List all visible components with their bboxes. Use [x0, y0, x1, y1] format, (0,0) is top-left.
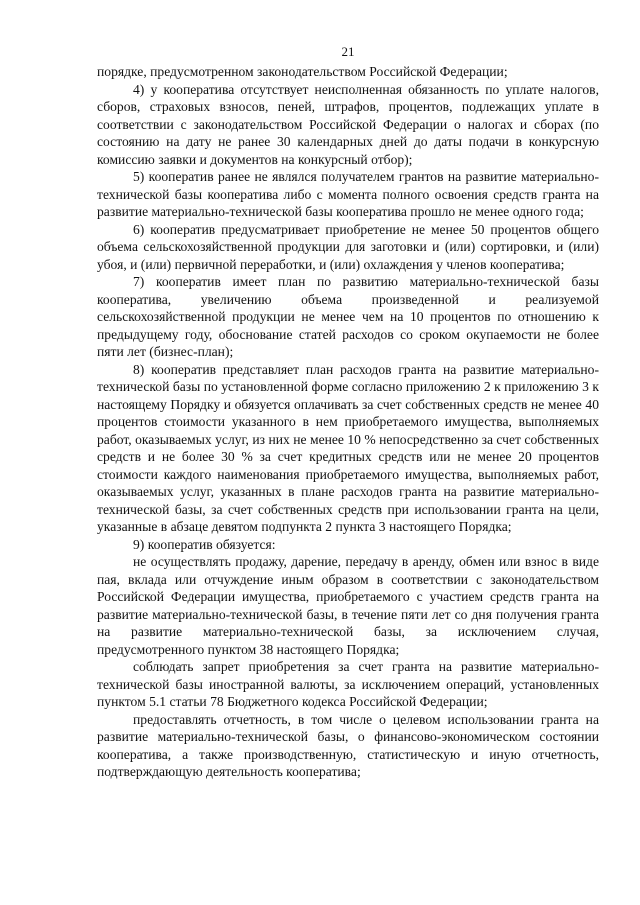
paragraph-item-8: 8) кооператив представляет план расходов гранта на развитие материально-технической базы по установленной форме согласно приложению 2 к приложению 3 к настоящему Порядку и обязуется оплачивать за счет собственных средств не менее 40 процентов стоимости указанного в нем приобретаемого имущества, выполняемых работ, оказываемых услуг, из них не менее 10 % непосредственно за счет собственных средств и не более 30 % за счет кредитных средств или не менее 20 процентов стоимости каждого наименования приобретаемого имущества, выполняемых работ, оказываемых услуг, указанных в плане расходов гранта на развитие материально-технической базы, за счет собственных средств при использовании гранта на цели, указанные в абзаце девятом подпункта 2 пункта 3 настоящего Порядка;	[97, 361, 599, 534]
paragraph-obligation-no-sale: не осуществлять продажу, дарение, передачу в аренду, обмен или взнос в виде пая, вклада или отчуждение иным образом в соответствии с законодательством Российской Федерации имущества, приобретаемого с участием средств гранта на развитие материально-технической базы, в течение пяти лет со дня получения гранта на развитие материально-технической базы, за исключением случая, предусмотренного пунктом 38 настоящего Порядка;	[97, 554, 599, 657]
paragraph-obligation-reporting: предоставлять отчетность, в том числе о целевом использовании гранта на развитие материально-технической базы, о финансово-экономическом состоянии кооператива, а также производственную, статистическую и иную отчетность, подтверждающую деятельность кооператива;	[97, 711, 599, 779]
paragraph-item-6: 6) кооператив предусматривает приобретение не менее 50 процентов общего объема сельскохозяйственной продукции для заготовки и (или) сортировки, и (или) убоя, и (или) первичной переработки, и (или) охлаждения у членов кооператива;	[97, 221, 599, 272]
paragraph-continuation: порядке, предусмотренном законодательством Российской Федерации;	[97, 64, 508, 79]
paragraph-item-4: 4) у кооператива отсутствует неисполненная обязанность по уплате налогов, сборов, страховых взносов, пеней, штрафов, процентов, подлежащих уплате в соответствии с законодательством Российской Федерации о налогах и сборах (по состоянию на дату не ранее 30 календарных дней до даты подачи в конкурсную комиссию заявки и документов на конкурсный отбор);	[97, 81, 599, 167]
document-body	[97, 63, 599, 781]
page-number: 21	[341, 44, 355, 59]
paragraph-obligation-currency: соблюдать запрет приобретения за счет гранта на развитие материально-технической базы иностранной валюты, за исключением операций, установленных пунктом 5.1 статьи 78 Бюджетного кодекса Российской Федерации;	[97, 659, 599, 709]
paragraph-item-5: 5) кооператив ранее не являлся получателем грантов на развитие материально-технической базы кооператива либо с момента полного освоения средств гранта на развитие материально-технической базы кооператива прошло не менее одного года;	[97, 169, 599, 219]
paragraph-item-7: 7) кооператив имеет план по развитию материально-технической базы кооператива, увеличению объема произведенной и реализуемой сельскохозяйственной продукции не менее чем на 10 процентов по отношению к предыдущему году, обоснование статей расходов со сроком окупаемости не более пяти лет (бизнес-план);	[97, 274, 599, 359]
document-page	[97, 0, 599, 905]
paragraph-item-9: 9) кооператив обязуется:	[133, 536, 276, 552]
